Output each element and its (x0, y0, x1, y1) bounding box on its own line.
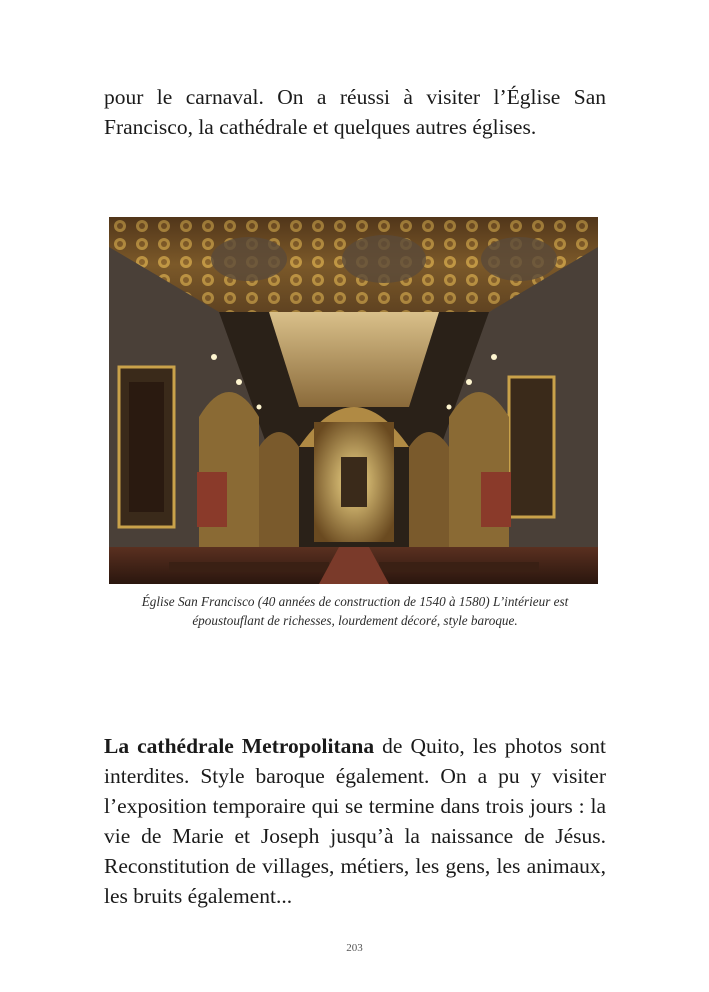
cathedral-heading: La cathédrale Metropolitana (104, 734, 375, 758)
caption-line-1: Église San Francisco (40 années de construction de 1540 à 1580) L’intérieur est (141, 594, 569, 609)
caption-line-2: époustouflant de richesses, lourdement décoré, style baroque. (192, 613, 518, 628)
church-interior-photo (109, 217, 598, 584)
cathedral-text: de Quito, les photos sont interdites. Style baroque également. On a pu y visiter l’exposition temporaire qui se termine dans trois jours : la vie de Marie et Joseph jusqu’à la naissance de Jésus. Reconstitution de villages, métiers, les gens, les animaux, les bruits également... (104, 734, 606, 908)
church-interior-illustration (109, 217, 598, 584)
body-paragraph-top: pour le carnaval. On a réussi à visiter l’Église San Francisco, la cathédrale et quelques autres églises. (104, 85, 606, 139)
page-number: 203 (346, 942, 363, 954)
body-paragraph-bottom (104, 731, 606, 911)
photo-caption (100, 592, 610, 630)
